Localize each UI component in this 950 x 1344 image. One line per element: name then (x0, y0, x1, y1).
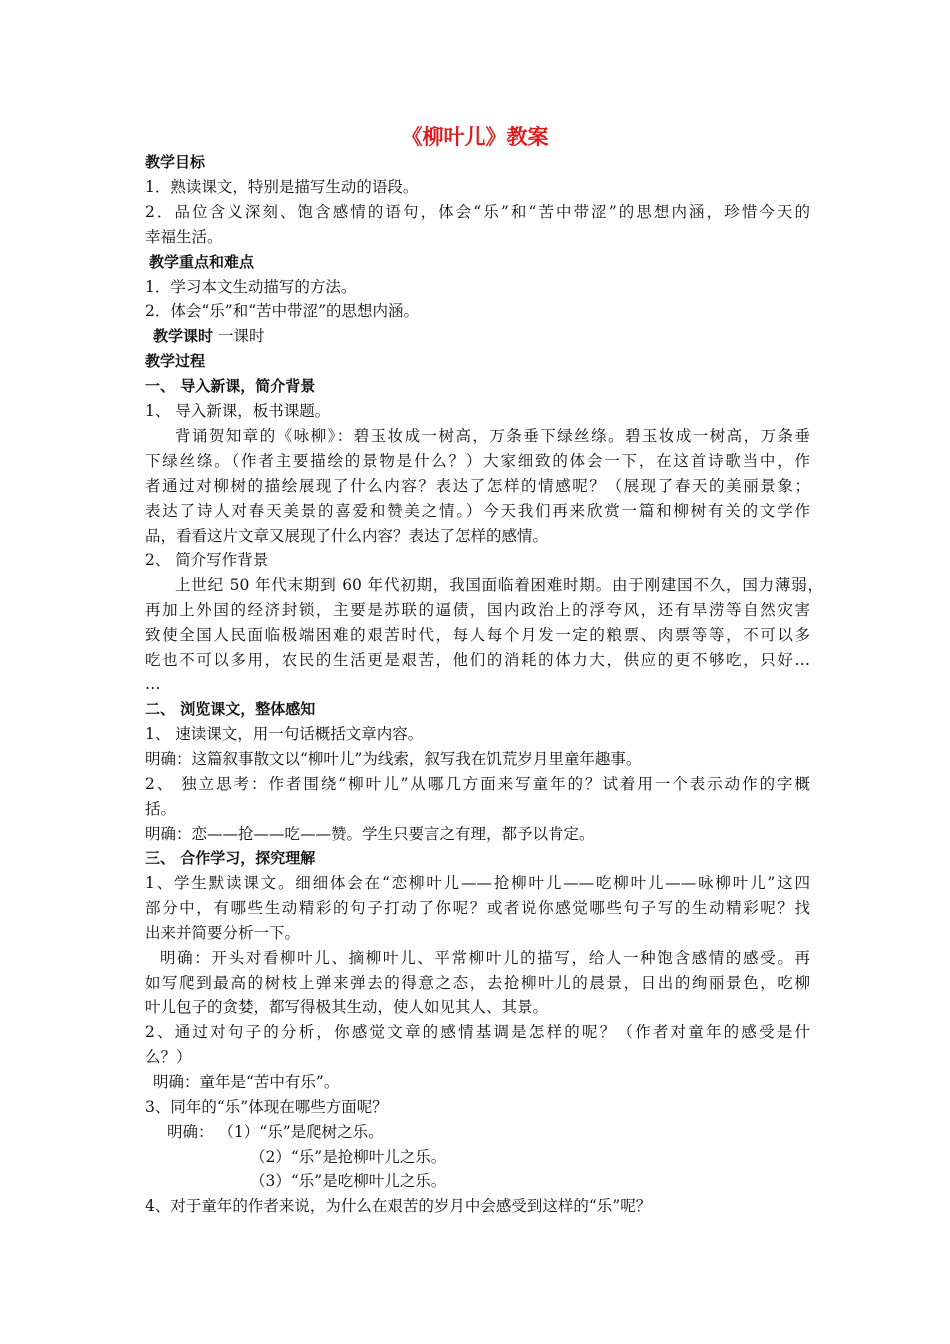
section-3-q3: 3、同年的“乐”体现在哪些方面呢？ (145, 1098, 388, 1116)
key-point-item-1: 1．学习本文生动描写的方法。 (145, 278, 357, 296)
section-1-para-1-line-1: 背诵贺知章的《咏柳》：碧玉妆成一树高，万条垂下绿丝绦。碧玉妆成一树高，万条垂 (175, 427, 810, 445)
document-title: 《柳叶儿》教案 (401, 125, 549, 149)
section-3-a3-item-2: （2）“乐”是抢柳叶儿之乐。 (250, 1148, 447, 1166)
section-3-a3-item-3: （3）“乐”是吃柳叶儿之乐。 (250, 1172, 447, 1190)
section-1-para-2-line-1: 上世纪 50 年代末期到 60 年代初期，我国面临着困难时期。由于刚建国不久，国力薄弱， (175, 576, 823, 594)
goals-heading: 教学目标 (145, 153, 206, 171)
section-3-heading: 三、 合作学习，探究理解 (145, 849, 316, 867)
section-1-heading: 一、 导入新课，简介背景 (145, 377, 316, 395)
section-1-para-2-line-3: 致使全国人民面临极端困难的艰苦时代，每人每个月发一定的粮票、肉票等等，不可以多 (145, 626, 810, 644)
section-1-para-1-line-3: 者通过对柳树的描绘展现了什么内容？表达了怎样的情感呢？（展现了春天的美丽景象； (145, 477, 810, 495)
section-1-para-2-line-4: 吃也不可以多用，农民的生活更是艰苦，他们的消耗的体力大，供应的更不够吃，只好… (145, 651, 810, 669)
section-1-sub-2: 2、 简介写作背景 (145, 551, 269, 569)
section-3-q2-line-2: 么？） (145, 1048, 192, 1066)
section-3-q2-line-1: 2、通过对句子的分析，你感觉文章的感情基调是怎样的呢？（作者对童年的感受是什 (145, 1023, 810, 1041)
section-2-line-5: 明确：恋——抢——吃——赞。学生只要言之有理，都予以肯定。 (145, 825, 595, 843)
key-points-heading: 教学重点和难点 (149, 253, 255, 271)
section-2-line-2: 明确：这篇叙事散文以“柳叶儿”为线索，叙写我在饥荒岁月里童年趣事。 (145, 750, 642, 768)
class-hours-value: 一课时 (213, 327, 265, 345)
section-1-sub-1: 1、 导入新课，板书课题。 (145, 402, 331, 420)
class-hours-label: 教学课时 (153, 327, 214, 345)
goal-item-2-line-1: 2．品位含义深刻、饱含感情的语句，体会“乐”和“苦中带涩”的思想内涵，珍惜今天的 (145, 203, 810, 221)
section-2-line-4: 括。 (145, 800, 177, 818)
class-hours (153, 325, 818, 347)
section-1-para-2-line-5: … (145, 675, 161, 693)
section-3-q4: 4、对于童年的作者来说，为什么在艰苦的岁月中会感受到这样的“乐”呢？ (145, 1197, 652, 1215)
section-3-q1-line-3: 出来并简要分析一下。 (145, 924, 301, 942)
goal-item-2-line-2: 幸福生活。 (145, 228, 223, 246)
section-3-a2: 明确：童年是“苦中有乐”。 (153, 1073, 340, 1091)
section-1-para-1-line-4: 表达了诗人对春天美景的喜爱和赞美之情。）今天我们再来欣赏一篇和柳树有关的文学作 (145, 502, 810, 520)
section-3-a1-line-1: 明确：开头对看柳叶儿、摘柳叶儿、平常柳叶儿的描写，给人一种饱含感情的感受。再 (160, 949, 810, 967)
key-point-item-2: 2．体会“乐”和“苦中带涩”的思想内涵。 (145, 302, 420, 320)
section-3-a1-line-2: 如写爬到最高的树枝上弹来弹去的得意之态，去抢柳叶儿的晨景，日出的绚丽景色，吃柳 (145, 974, 810, 992)
section-3-a3-item-1: 明确： （1）“乐”是爬树之乐。 (167, 1123, 384, 1141)
section-2-heading: 二、 浏览课文，整体感知 (145, 700, 316, 718)
section-1-para-1-line-2: 下绿丝绦。（作者主要描绘的景物是什么？）大家细致的体会一下，在这首诗歌当中，作 (145, 452, 810, 470)
section-3-a1-line-3: 叶儿包子的贪婪，都写得极其生动，使人如见其人、其景。 (145, 998, 549, 1016)
section-1-para-2-line-2: 再加上外国的经济封锁，主要是苏联的逼债，国内政治上的浮夸风，还有旱涝等自然灾害 (145, 601, 810, 619)
section-1-para-1-line-5: 品，看看这片文章又展现了什么内容？表达了怎样的感情。 (145, 527, 549, 545)
section-3-q1-line-1: 1、学生默读课文。细细体会在“恋柳叶儿——抢柳叶儿——吃柳叶儿——咏柳叶儿”这四 (145, 874, 810, 892)
section-2-line-3: 2、 独立思考：作者围绕“柳叶儿”从哪几方面来写童年的？试着用一个表示动作的字概 (145, 775, 810, 793)
goal-item-1: 1．熟读课文，特别是描写生动的语段。 (145, 178, 419, 196)
section-3-q1-line-2: 部分中，有哪些生动精彩的句子打动了你呢？或者说你感觉哪些句子写的生动精彩呢？找 (145, 899, 810, 917)
section-2-line-1: 1、 速读课文，用一句话概括文章内容。 (145, 725, 424, 743)
process-heading: 教学过程 (145, 352, 206, 370)
